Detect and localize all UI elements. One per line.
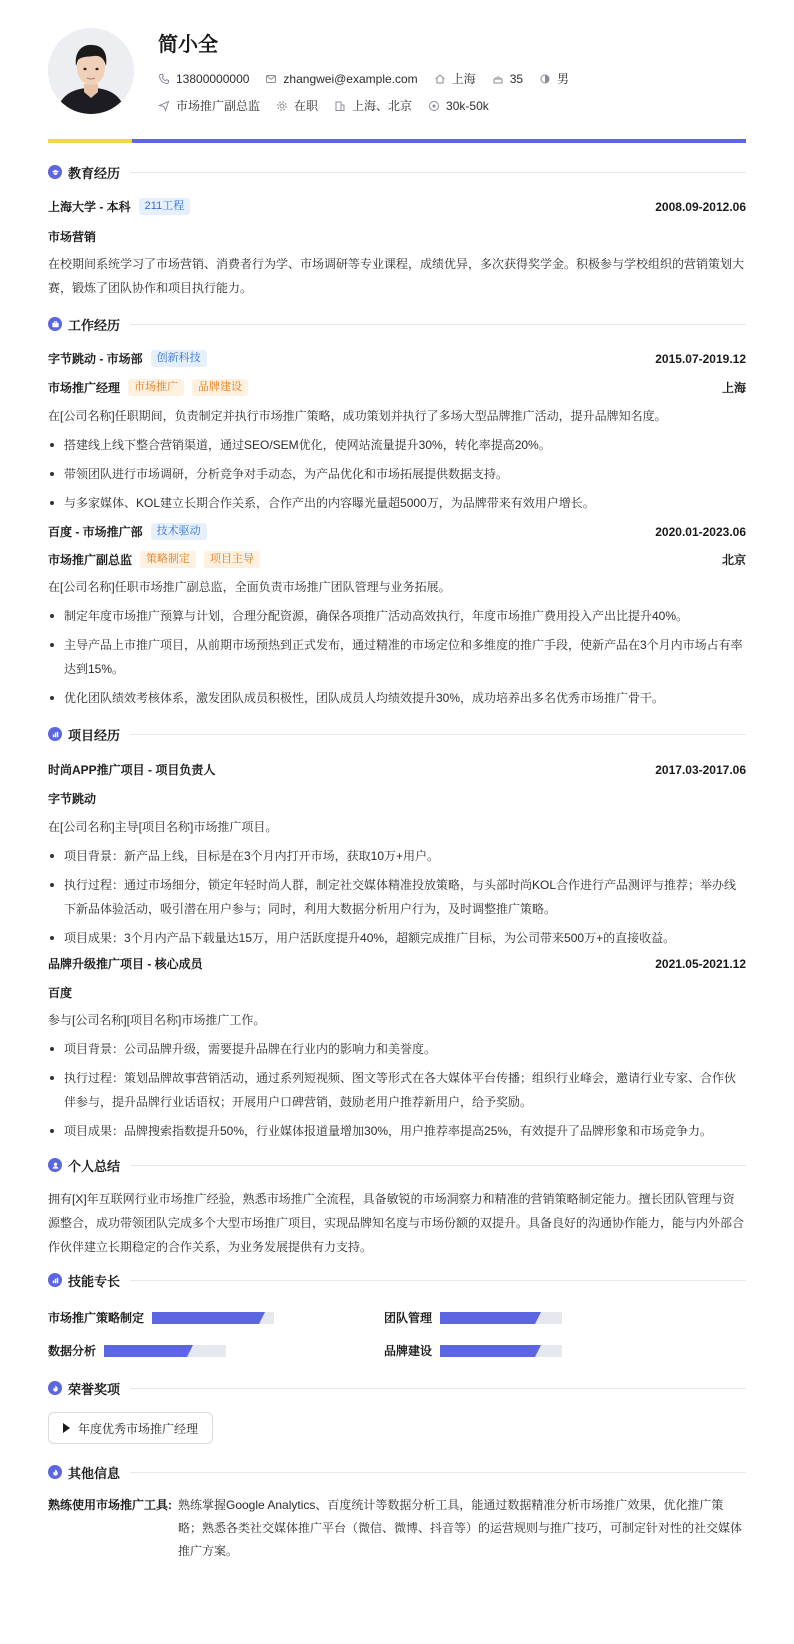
skill-level-fill bbox=[440, 1312, 535, 1324]
summary-section bbox=[48, 1155, 746, 1175]
major: 市场营销 bbox=[48, 230, 97, 244]
work-section bbox=[48, 314, 746, 334]
work-summary: 在[公司名称]任职期间，负责制定并执行市场推广策略，成功策划并执行了多场大型品牌推广活动，提升品牌知名度。 bbox=[48, 409, 667, 423]
work-period: 2020.01-2023.06 bbox=[655, 524, 746, 539]
list-item: 制定年度市场推广预算与计划，合理分配资源，确保各项推广活动高效执行，年度市场推广费用投入产出比提升40%。 bbox=[48, 604, 746, 628]
job-intent-row bbox=[158, 97, 505, 114]
section-header bbox=[48, 1270, 746, 1290]
education-period: 2008.09-2012.06 bbox=[655, 199, 746, 214]
building-icon bbox=[334, 100, 346, 112]
salary-item bbox=[428, 99, 489, 113]
skill-item bbox=[48, 1342, 226, 1359]
role-tag: 策略制定 bbox=[140, 551, 196, 568]
skill-name: 品牌建设 bbox=[384, 1344, 433, 1358]
project-org: 百度 bbox=[48, 986, 73, 1000]
gender-value: 男 bbox=[557, 72, 570, 86]
skill-level-fill bbox=[440, 1345, 535, 1357]
job-title: 市场推广副总监 bbox=[48, 553, 133, 567]
project-item-header bbox=[48, 761, 746, 778]
target-city-value: 上海、北京 bbox=[352, 99, 413, 113]
project-bullets bbox=[48, 1037, 746, 1148]
section-header bbox=[48, 162, 746, 182]
school-name: 上海大学 - 本科 bbox=[48, 200, 131, 214]
section-header bbox=[48, 314, 746, 334]
section-title: 工作经历 bbox=[68, 317, 121, 333]
section-title: 荣誉奖项 bbox=[68, 1381, 121, 1397]
list-item: 项目成果：品牌搜索指数提升50%，行业媒体报道量增加30%，用户推荐率提高25%，有效提升了品牌形象和市场竞争力。 bbox=[48, 1119, 746, 1143]
project-summary: 参与[公司名称][项目名称]市场推广工作。 bbox=[48, 1013, 266, 1027]
position-value: 市场推广副总监 bbox=[176, 99, 261, 113]
list-item: 执行过程：策划品牌故事营销活动，通过系列短视频、图文等形式在各大媒体平台传播；组织行业峰会，邀请行业专家、合作伙伴参与，提升品牌行业话语权；开展用户口碑营销，鼓励老用户推荐新用户，给予奖励。 bbox=[48, 1066, 746, 1114]
list-item: 与多家媒体、KOL建立长期合作关系，合作产出的内容曝光量超5000万，为品牌带来有效用户增长。 bbox=[48, 491, 746, 515]
city-item bbox=[434, 70, 476, 87]
work-summary: 在[公司名称]任职市场推广副总监，全面负责市场推广团队管理与业务拓展。 bbox=[48, 580, 451, 594]
skill-level-fill bbox=[152, 1312, 259, 1324]
status-value: 在职 bbox=[294, 99, 319, 113]
age-value: 35 bbox=[509, 71, 524, 86]
avatar bbox=[48, 28, 134, 114]
list-item: 优化团队绩效考核体系，激发团队成员积极性，团队成员人均绩效提升30%，成功培养出多名优秀市场推广骨干。 bbox=[48, 686, 746, 710]
contact-row bbox=[158, 70, 585, 87]
education-item-header bbox=[48, 198, 746, 215]
phone-item bbox=[158, 72, 249, 86]
position-item bbox=[158, 97, 260, 114]
work-item-header bbox=[48, 523, 746, 540]
send-icon bbox=[158, 100, 170, 112]
company-name: 字节跳动 - 市场部 bbox=[48, 352, 143, 366]
flame-icon bbox=[48, 1381, 62, 1395]
list-item: 执行过程：通过市场细分，锁定年轻时尚人群，制定社交媒体精准投放策略，与头部时尚KOL合作进行产品测评与推荐；举办线下新品体验活动，吸引潜在用户参与；同时，利用大数据分析用户行为，及时调整推广策略。 bbox=[48, 873, 746, 921]
status-item bbox=[276, 97, 318, 114]
other-info-text: 熟练掌握Google Analytics、百度统计等数据分析工具，能通过数据精准分析市场推广效果，优化推广策略；熟悉各类社交媒体推广平台（微信、微博、抖音等）的运营规则与推广技巧，可制定针对性的社交媒体推广方案。 bbox=[178, 1498, 743, 1558]
other-section bbox=[48, 1462, 746, 1482]
other-info-item bbox=[48, 1494, 746, 1563]
project-title: 品牌升级推广项目 - 核心成员 bbox=[48, 957, 203, 971]
bar-chart-icon bbox=[48, 1273, 62, 1287]
work-location: 北京 bbox=[721, 553, 746, 567]
list-item: 主导产品上市推广项目，从前期市场预热到正式发布，通过精准的市场定位和多维度的推广手段，使新产品在3个月内市场占有率达到15%。 bbox=[48, 633, 746, 681]
age-item bbox=[492, 72, 523, 86]
work-period: 2015.07-2019.12 bbox=[655, 351, 746, 366]
work-bullets bbox=[48, 604, 746, 715]
briefcase-icon bbox=[48, 317, 62, 331]
target-city-item bbox=[334, 97, 412, 114]
salary-value: 30k-50k bbox=[446, 98, 489, 113]
job-title: 市场推广经理 bbox=[48, 381, 121, 395]
email-item bbox=[265, 72, 417, 86]
project-org: 字节跳动 bbox=[48, 792, 97, 806]
school-tag: 211工程 bbox=[139, 198, 191, 215]
section-header bbox=[48, 1155, 746, 1175]
header-divider bbox=[48, 139, 746, 143]
honor-label: 年度优秀市场推广经理 bbox=[78, 1421, 199, 1436]
home-icon bbox=[434, 73, 446, 85]
section-header bbox=[48, 1462, 746, 1482]
role-tag: 项目主导 bbox=[204, 551, 260, 568]
skill-item bbox=[48, 1309, 274, 1326]
list-item: 项目背景：公司品牌升级，需要提升品牌在行业内的影响力和美誉度。 bbox=[48, 1037, 746, 1061]
graduation-cap-icon bbox=[48, 165, 62, 179]
skill-item bbox=[384, 1309, 562, 1326]
skill-level-bar bbox=[440, 1345, 562, 1357]
skill-name: 市场推广策略制定 bbox=[48, 1311, 145, 1325]
list-item: 项目背景：新产品上线，目标是在3个月内打开市场，获取10万+用户。 bbox=[48, 844, 746, 868]
cake-icon bbox=[492, 73, 504, 85]
list-item: 搭建线上线下整合营销渠道，通过SEO/SEM优化，使网站流量提升30%，转化率提高20%。 bbox=[48, 433, 746, 457]
list-item: 带领团队进行市场调研，分析竞争对手动态，为产品优化和市场拓展提供数据支持。 bbox=[48, 462, 746, 486]
skill-level-bar bbox=[104, 1345, 226, 1357]
projects-section bbox=[48, 724, 746, 744]
list-item: 项目成果：3个月内产品下载量达15万，用户活跃度提升40%，超额完成推广目标，为公司带来500万+的直接收益。 bbox=[48, 926, 746, 950]
section-title: 技能专长 bbox=[68, 1273, 121, 1289]
phone-icon bbox=[158, 73, 170, 85]
skill-level-bar bbox=[440, 1312, 562, 1324]
user-icon bbox=[48, 1158, 62, 1172]
work-role-row bbox=[48, 551, 746, 568]
education-section bbox=[48, 162, 746, 182]
mail-icon bbox=[265, 73, 277, 85]
skill-level-bar bbox=[152, 1312, 274, 1324]
section-title: 其他信息 bbox=[68, 1465, 121, 1481]
company-tag: 技术驱动 bbox=[151, 523, 207, 540]
money-icon bbox=[428, 100, 440, 112]
role-tag: 市场推广 bbox=[128, 379, 184, 396]
skills-section bbox=[48, 1270, 746, 1290]
city-value: 上海 bbox=[451, 72, 476, 86]
skill-item bbox=[384, 1342, 562, 1359]
candidate-name: 简小全 bbox=[158, 34, 218, 56]
other-info-label: 熟练使用市场推广工具: bbox=[48, 1498, 172, 1512]
skill-name: 团队管理 bbox=[384, 1311, 433, 1325]
project-period: 2017.03-2017.06 bbox=[655, 762, 746, 777]
play-icon bbox=[63, 1423, 70, 1433]
summary-text: 拥有[X]年互联网行业市场推广经验，熟悉市场推广全流程，具备敏锐的市场洞察力和精准的营销策略制定能力。擅长团队管理与资源整合，成功带领团队完成多个大型市场推广项目，实现品牌知名度与市场份额的双提升。具备良好的沟通协作能力，能与内外部合作伙伴建立长期稳定的合作关系，为业务发展提供有力支持。 bbox=[48, 1192, 745, 1254]
gender-item bbox=[539, 70, 569, 87]
section-header bbox=[48, 1378, 746, 1398]
work-location: 上海 bbox=[721, 381, 746, 395]
work-bullets bbox=[48, 433, 746, 520]
company-name: 百度 - 市场推广部 bbox=[48, 525, 143, 539]
project-period: 2021.05-2021.12 bbox=[655, 956, 746, 971]
email-value: zhangwei@example.com bbox=[283, 71, 418, 86]
work-item-header bbox=[48, 350, 746, 367]
gear-icon bbox=[276, 100, 288, 112]
flame-icon bbox=[48, 1465, 62, 1479]
project-bullets bbox=[48, 844, 746, 955]
phone-value: 13800000000 bbox=[176, 71, 250, 86]
honor-item bbox=[48, 1412, 213, 1444]
education-description: 在校期间系统学习了市场营销、消费者行为学、市场调研等专业课程，成绩优异，多次获得奖学金。积极参与学校组织的营销策划大赛，锻炼了团队协作和项目执行能力。 bbox=[48, 257, 745, 295]
bar-chart-icon bbox=[48, 727, 62, 741]
role-tag: 品牌建设 bbox=[192, 379, 248, 396]
section-header bbox=[48, 724, 746, 744]
skill-name: 数据分析 bbox=[48, 1344, 97, 1358]
section-title: 教育经历 bbox=[68, 165, 121, 181]
company-tag: 创新科技 bbox=[151, 350, 207, 367]
resume-header bbox=[48, 0, 746, 148]
section-title: 项目经历 bbox=[68, 727, 121, 743]
project-summary: 在[公司名称]主导[项目名称]市场推广项目。 bbox=[48, 820, 278, 834]
project-item-header bbox=[48, 955, 746, 972]
skill-level-fill bbox=[104, 1345, 187, 1357]
gender-icon bbox=[539, 73, 551, 85]
work-role-row bbox=[48, 379, 746, 396]
honors-section bbox=[48, 1378, 746, 1398]
project-title: 时尚APP推广项目 - 项目负责人 bbox=[48, 763, 216, 777]
section-title: 个人总结 bbox=[68, 1158, 121, 1174]
